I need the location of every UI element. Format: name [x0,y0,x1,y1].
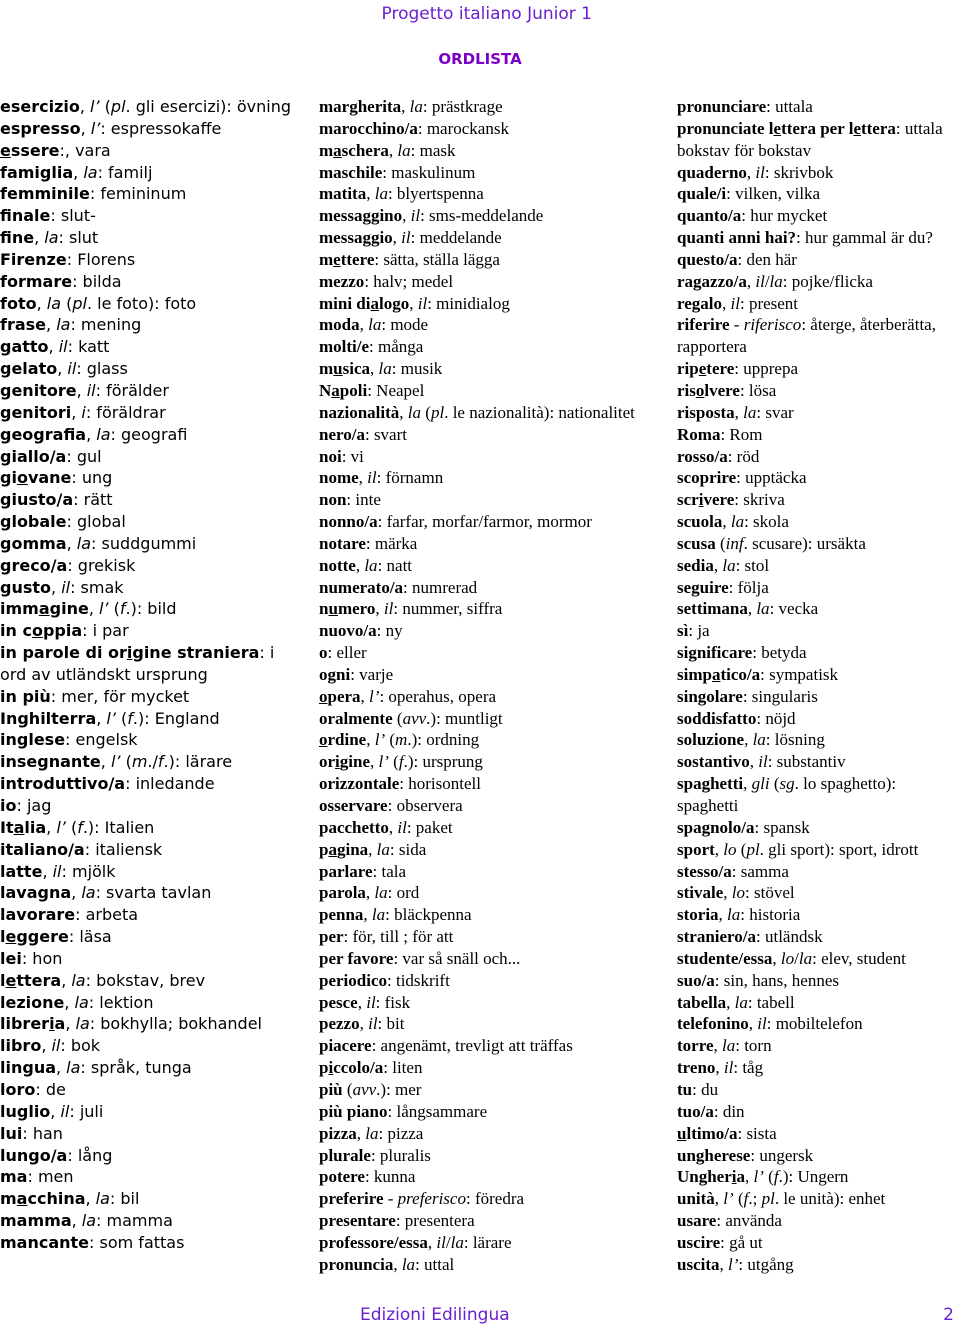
glossary-entry: genitori, i: föräldrar [0,402,166,422]
glossary-entry: messaggino, il: sms-meddelande [319,206,544,226]
glossary-entry: giallo/a: gul [0,446,102,466]
glossary-entry: esercizio, l’ (pl. gli esercizi): övning [0,97,292,116]
glossary-entry: più (avv.): mer [319,1079,422,1099]
glossary-entry: telefonino, il: mobiltelefon [677,1014,863,1034]
glossary-entry: preferire - preferisco: föredra [319,1189,525,1209]
glossary-entry: ordine, l’ (m.): ordning [319,730,480,750]
glossary-entry: maschile: maskulinum [319,162,476,182]
glossary-entry: inglese: engelsk [0,730,138,750]
glossary-entry: potere: kunna [319,1167,416,1187]
glossary-entry: pizza, la: pizza [319,1123,424,1143]
glossary-entry: matita, la: blyertspenna [319,184,484,204]
glossary-entry: soluzione, la: lösning [677,730,825,750]
glossary-entry: parlare: tala [319,861,407,881]
glossary-entry: periodico: tidskrift [319,970,450,990]
glossary-column-2 [319,96,659,1276]
glossary-entry: nero/a: svart [319,424,407,444]
glossary-entry: singolare: singularis [677,686,818,706]
glossary-entry: lungo/a: lång [0,1145,113,1165]
glossary-entry: giovane: ung [0,468,113,488]
glossary-entry: opera, l’: operahus, opera [319,686,497,706]
glossary-entry: per favore: var så snäll och... [319,948,521,968]
glossary-entry: ogni: varje [319,664,394,684]
glossary-entry: straniero/a: utländsk [677,927,823,947]
glossary-entry: introduttivo/a: inledande [0,774,215,794]
glossary-entry: torre, la: torn [677,1036,772,1056]
glossary-entry: professore/essa, il/la: lärare [319,1232,512,1252]
glossary-entry: mancante: som fattas [0,1232,185,1252]
glossary-entry: simpatico/a: sympatisk [677,664,839,684]
glossary-entry: messaggio, il: meddelande [319,228,502,248]
glossary-entry: seguire: följa [677,577,769,597]
glossary-entry: essere:, vara [0,140,111,160]
glossary-entry: sostantivo, il: substantiv [677,752,846,772]
glossary-entry: pronunciare: uttala [677,97,813,116]
glossary-entry: studente/essa, lo/la: elev, student [677,948,906,968]
glossary-entry: sì: ja [677,621,710,641]
glossary-entry: lettera, la: bokstav, brev [0,970,206,990]
glossary-entry: osservare: observera [319,796,463,815]
glossary-entry: significare: betyda [677,643,807,663]
glossary-entry: spagnolo/a: spansk [677,817,810,837]
glossary-entry: numerato/a: numrerad [319,577,478,597]
glossary-entry: ultimo/a: sista [677,1123,777,1143]
glossary-entry: usare: använda [677,1211,782,1231]
glossary-entry: sedia, la: stol [677,555,770,575]
glossary-entry: gatto, il: katt [0,337,110,357]
glossary-entry: quaderno, il: skrivbok [677,162,834,182]
glossary-entry: ragazzo/a, il/la: pojke/flicka [677,271,873,291]
glossary-entry: giusto/a: rätt [0,490,113,510]
glossary-entry: tabella, la: tabell [677,992,795,1012]
glossary-entry: scusa (inf. scusare): ursäkta [677,533,866,553]
glossary-entry: in parole di origine straniera: i ord av utländskt ursprung [0,643,275,684]
glossary-entry: quanto/a: hur mycket [677,206,828,226]
glossary-entry: io: jag [0,796,52,815]
glossary-entry: pacchetto, il: paket [319,817,453,837]
glossary-entry: sport, lo (pl. gli sport): sport, idrott [677,839,919,859]
glossary-entry: non: inte [319,490,381,510]
glossary-entry: uscire: gå ut [677,1232,763,1252]
glossary-entry: gelato, il: glass [0,359,128,379]
glossary-entry: o: eller [319,643,367,663]
glossary-entry: maschera, la: mask [319,140,456,160]
glossary-entry: Ungheria, l’ (f.): Ungern [677,1167,849,1187]
document-header-title: Progetto italiano Junior 1 [381,4,592,24]
glossary-entry: lingua, la: språk, tunga [0,1058,192,1078]
glossary-entry: nonno/a: farfar, morfar/farmor, mormor [319,512,592,532]
glossary-entry: pezzo, il: bit [319,1014,405,1034]
glossary-entry: quale/i: vilken, vilka [677,184,821,204]
document-section-title: ORDLISTA [438,50,522,68]
glossary-entry: scuola, la: skola [677,512,789,532]
glossary-entry: notte, la: natt [319,555,413,575]
glossary-entry: tuo/a: din [677,1101,745,1121]
glossary-entry: immagine, l’ (f.): bild [0,599,177,619]
glossary-entry: quanti anni hai?: hur gammal är du? [677,228,933,248]
glossary-entry: rosso/a: röd [677,446,760,466]
glossary-entry: libro, il: bok [0,1036,101,1056]
glossary-entry: unità, l’ (f.; pl. le unità): enhet [677,1189,886,1209]
glossary-entry: nome, il: förnamn [319,468,444,488]
glossary-entry: soddisfatto: nöjd [677,708,796,728]
glossary-entry: stivale, lo: stövel [677,883,795,903]
glossary-entry: nuovo/a: ny [319,621,403,641]
glossary-entry: noi: vi [319,446,364,466]
glossary-entry: questo/a: den här [677,249,797,269]
glossary-entry: libreria, la: bokhylla; bokhandel [0,1014,262,1034]
glossary-entry: nazionalità, la (pl. le nazionalità): nationalitet [319,402,635,422]
glossary-column-1 [0,96,300,1254]
glossary-entry: greco/a: grekisk [0,555,136,575]
glossary-entry: Napoli: Neapel [319,380,425,400]
glossary-entry: orizzontale: horisontell [319,774,481,794]
glossary-entry: piccolo/a: liten [319,1058,423,1078]
glossary-entry: mezzo: halv; medel [319,271,454,291]
glossary-entry: insegnante, l’ (m./f.): lärare [0,752,233,772]
glossary-entry: spaghetti, gli (sg. lo spaghetto): spaghetti [677,774,897,815]
glossary-entry: lui: han [0,1123,63,1143]
glossary-entry: gomma, la: suddgummi [0,533,197,553]
glossary-entry: Inghilterra, l’ (f.): England [0,708,220,728]
glossary-entry: suo/a: sin, hans, hennes [677,970,839,990]
glossary-entry: femminile: femininum [0,184,187,204]
glossary-entry: piacere: angenämt, trevligt att träffas [319,1036,573,1056]
glossary-entry: origine, l’ (f.): ursprung [319,752,483,772]
glossary-entry: lei: hon [0,948,63,968]
glossary-entry: oralmente (avv.): muntligt [319,708,503,728]
glossary-entry: finale: slut- [0,206,96,226]
glossary-entry: margherita, la: prästkrage [319,97,503,116]
glossary-entry: presentare: presentera [319,1211,475,1231]
glossary-entry: uscita, l’: utgång [677,1254,794,1274]
glossary-entry: risposta, la: svar [677,402,794,422]
glossary-entry: frase, la: mening [0,315,142,335]
glossary-entry: pronuncia, la: uttal [319,1254,455,1274]
glossary-entry: luglio, il: juli [0,1101,104,1121]
glossary-entry: ripetere: upprepa [677,359,799,379]
glossary-entry: in coppia: i par [0,621,129,641]
glossary-entry: moda, la: mode [319,315,429,335]
glossary-entry: storia, la: historia [677,905,801,925]
page-number: 2 [943,1305,954,1325]
glossary-entry: Italia, l’ (f.): Italien [0,817,155,837]
glossary-entry: formare: bilda [0,271,122,291]
glossary-entry: globale: global [0,512,126,532]
glossary-entry: scrivere: skriva [677,490,785,510]
glossary-entry: pagina, la: sida [319,839,427,859]
glossary-entry: regalo, il: present [677,293,799,313]
glossary-entry: mamma, la: mamma [0,1211,173,1231]
glossary-entry: tu: du [677,1079,719,1099]
glossary-entry: mettere: sätta, ställa lägga [319,249,500,269]
glossary-entry: Firenze: Florens [0,249,136,269]
glossary-entry: famiglia, la: familj [0,162,153,182]
glossary-entry: scoprire: upptäcka [677,468,807,488]
glossary-entry: risolvere: lösa [677,380,777,400]
glossary-entry: ungherese: ungersk [677,1145,814,1165]
publisher-footer: Edizioni Edilingua [360,1305,510,1325]
glossary-entry: notare: märka [319,533,418,553]
glossary-entry: parola, la: ord [319,883,420,903]
glossary-entry: ma: men [0,1167,74,1187]
glossary-entry: marocchino/a: marockansk [319,118,509,138]
glossary-entry: geografa, la: geografi [0,424,188,444]
glossary-entry: espresso, l’: espressokaffe [0,118,222,138]
glossary-entry: lavagna, la: svarta tavlan [0,883,212,903]
glossary-entry: riferire - riferisco: återge, återberätta, rapportera [677,315,936,357]
glossary-entry: stesso/a: samma [677,861,789,881]
glossary-entry: numero, il: nummer, siffra [319,599,503,619]
glossary-entry: più piano: långsammare [319,1101,488,1121]
glossary-entry: musica, la: musik [319,359,443,379]
glossary-entry: leggere: läsa [0,927,112,947]
glossary-column-3 [677,96,957,1276]
glossary-entry: per: för, till ; för att [319,927,454,947]
glossary-entry: plurale: pluralis [319,1145,431,1165]
glossary-entry: molti/e: många [319,337,424,357]
glossary-entry: lavorare: arbeta [0,905,139,925]
glossary-entry: italiano/a: italiensk [0,839,163,859]
glossary-entry: lezione, la: lektion [0,992,154,1012]
glossary-entry: genitore, il: förälder [0,380,169,400]
glossary-entry: in più: mer, för mycket [0,686,190,706]
glossary-entry: pesce, il: fisk [319,992,411,1012]
glossary-entry: pronunciate lettera per lettera: uttala bokstav för bokstav [677,118,943,160]
glossary-entry: penna, la: bläckpenna [319,905,472,925]
glossary-entry: treno, il: tåg [677,1058,764,1078]
glossary-entry: foto, la (pl. le foto): foto [0,293,197,313]
glossary-entry: Roma: Rom [677,424,763,444]
glossary-entry: gusto, il: smak [0,577,124,597]
glossary-entry: macchina, la: bil [0,1189,140,1209]
glossary-entry: mini dialogo, il: minidialog [319,293,510,313]
glossary-entry: loro: de [0,1079,66,1099]
glossary-entry: fine, la: slut [0,228,99,248]
glossary-entry: latte, il: mjölk [0,861,116,881]
glossary-entry: settimana, la: vecka [677,599,819,619]
